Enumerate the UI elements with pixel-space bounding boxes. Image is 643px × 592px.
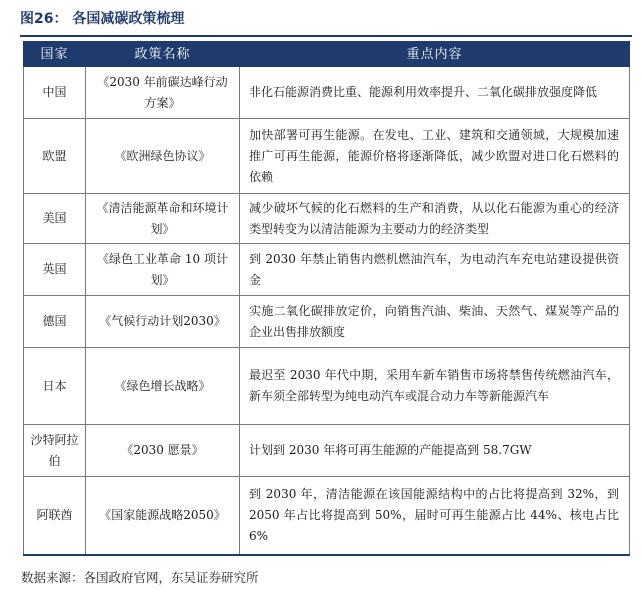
country-cell: 欧盟 xyxy=(24,119,86,194)
policy-name-cell: 《国家能源战略2050》 xyxy=(86,477,240,555)
policy-table xyxy=(23,41,630,556)
policy-name-cell: 《绿色工业革命 10 项计划》 xyxy=(86,244,240,296)
data-source-note: 数据来源：各国政府官网，东吴证券研究所 xyxy=(21,570,259,585)
country-cell: 英国 xyxy=(24,244,86,296)
policy-name-cell: 《2030 年前碳达峰行动方案》 xyxy=(86,67,240,119)
header-country: 国家 xyxy=(24,42,86,67)
header-content: 重点内容 xyxy=(240,42,630,67)
policy-name-cell: 《清洁能源革命和环境计划》 xyxy=(86,194,240,244)
table-row xyxy=(24,348,630,425)
table-header-row xyxy=(24,42,630,67)
content-cell: 非化石能源消费比重、能源利用效率提升、二氧化碳排放强度降低 xyxy=(240,67,630,119)
country-cell: 美国 xyxy=(24,194,86,244)
content-cell: 计划到 2030 年将可再生能源的产能提高到 58.7GW xyxy=(240,425,630,477)
content-cell: 到 2030 年禁止销售内燃机燃油汽车，为电动汽车充电站建设提供资金 xyxy=(240,244,630,296)
table-row xyxy=(24,67,630,119)
content-cell: 减少破坏气候的化石燃料的生产和消费，从以化石能源为重心的经济类型转变为以清洁能源为主要动力的经济类型 xyxy=(240,194,630,244)
policy-name-cell: 《2030 愿景》 xyxy=(86,425,240,477)
table-row xyxy=(24,425,630,477)
country-cell: 阿联酋 xyxy=(24,477,86,555)
content-cell: 最迟至 2030 年代中期，采用车新车销售市场将禁售传统燃油汽车，新车须全部转型为纯电动汽车或混合动力车等新能源汽车 xyxy=(240,348,630,425)
figure-title: 图26： 各国减碳政策梳理 xyxy=(20,11,185,27)
country-cell: 沙特阿拉伯 xyxy=(24,425,86,477)
header-policy: 政策名称 xyxy=(86,42,240,67)
table-row xyxy=(24,296,630,348)
policy-name-cell: 《气候行动计划2030》 xyxy=(86,296,240,348)
policy-name-cell: 《绿色增长战略》 xyxy=(86,348,240,425)
content-cell: 加快部署可再生能源。在发电、工业、建筑和交通领域，大规模加速推广可再生能源，能源价格将逐渐降低，减少欧盟对进口化石燃料的依赖 xyxy=(240,119,630,194)
table-row xyxy=(24,194,630,244)
content-cell: 到 2030 年，清洁能源在该国能源结构中的占比将提高到 32%，到 2050 年占比将提高到 50%，届时可再生能源占比 44%、核电占比 6% xyxy=(240,477,630,555)
table-row xyxy=(24,119,630,194)
country-cell: 日本 xyxy=(24,348,86,425)
country-cell: 中国 xyxy=(24,67,86,119)
country-cell: 德国 xyxy=(24,296,86,348)
title-divider xyxy=(20,35,632,37)
table-row xyxy=(24,244,630,296)
content-cell: 实施二氧化碳排放定价，向销售汽油、柴油、天然气、煤炭等产品的企业出售排放额度 xyxy=(240,296,630,348)
table-row xyxy=(24,477,630,555)
policy-name-cell: 《欧洲绿色协议》 xyxy=(86,119,240,194)
